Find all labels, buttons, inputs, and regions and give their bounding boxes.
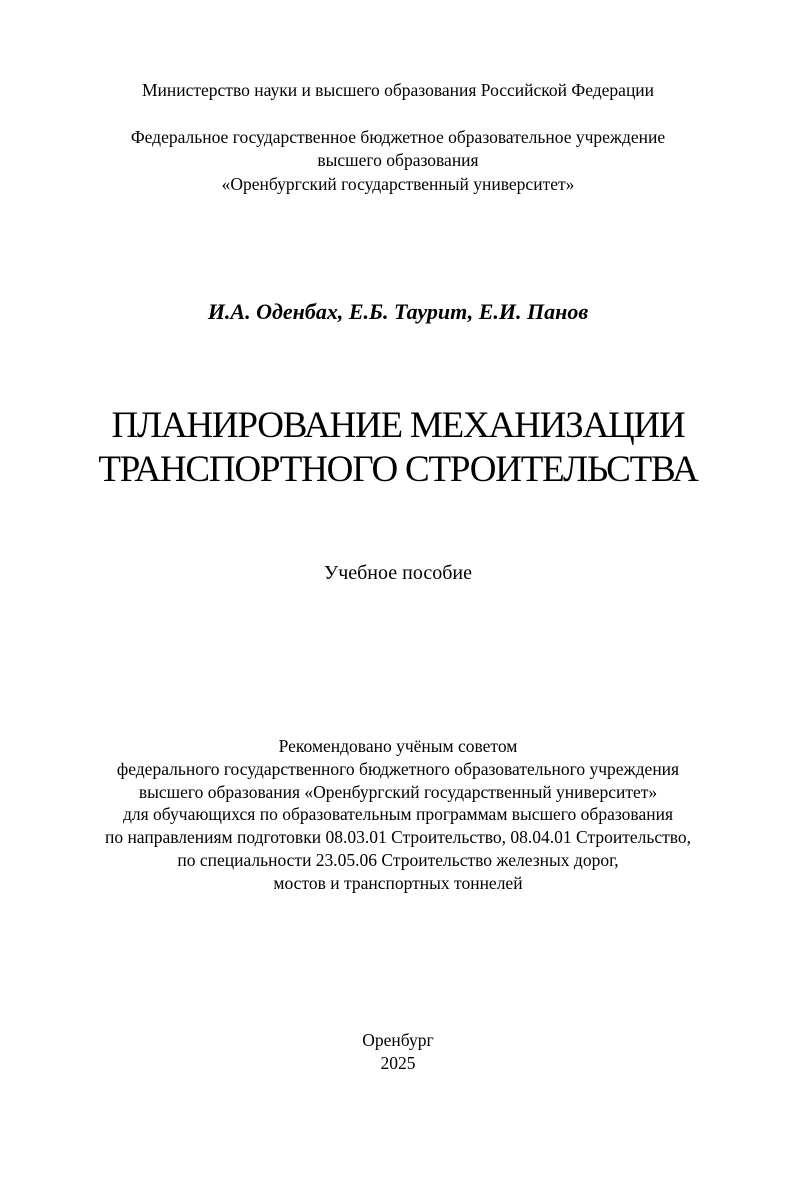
recommendation-line: мостов и транспортных тоннелей [273, 873, 523, 893]
recommendation-line: по специальности 23.05.06 Строительство железных дорог, [177, 850, 619, 870]
recommendation-line: федерального государственного бюджетного образовательного учреждения [116, 759, 680, 779]
recommendation-line: по направлениям подготовки 08.03.01 Строительство, 08.04.01 Строительство, [104, 827, 692, 847]
recommendation-line: высшего образования «Оренбургский государственный университет» [138, 782, 658, 802]
recommendation-line: Рекомендовано учёным советом [278, 736, 518, 756]
recommendation-line: для обучающихся по образовательным программам высшего образования [122, 804, 673, 824]
title-line: ТРАНСПОРТНОГО СТРОИТЕЛЬСТВА [98, 449, 698, 490]
title-line: ПЛАНИРОВАНИЕ МЕХАНИЗАЦИИ [111, 405, 685, 446]
university-name: «Оренбургский государственный университет» [221, 174, 575, 194]
ministry-line: Министерство науки и высшего образования Российской Федерации [141, 80, 655, 100]
institution-line: высшего образования [317, 150, 479, 170]
publication-city: Оренбург [362, 1030, 434, 1050]
authors: И.А. Оденбах, Е.Б. Таурит, Е.И. Панов [207, 299, 589, 324]
publication-year: 2025 [380, 1053, 416, 1073]
institution-line: Федеральное государственное бюджетное образовательное учреждение [130, 127, 666, 147]
publication-type: Учебное пособие [324, 562, 472, 584]
